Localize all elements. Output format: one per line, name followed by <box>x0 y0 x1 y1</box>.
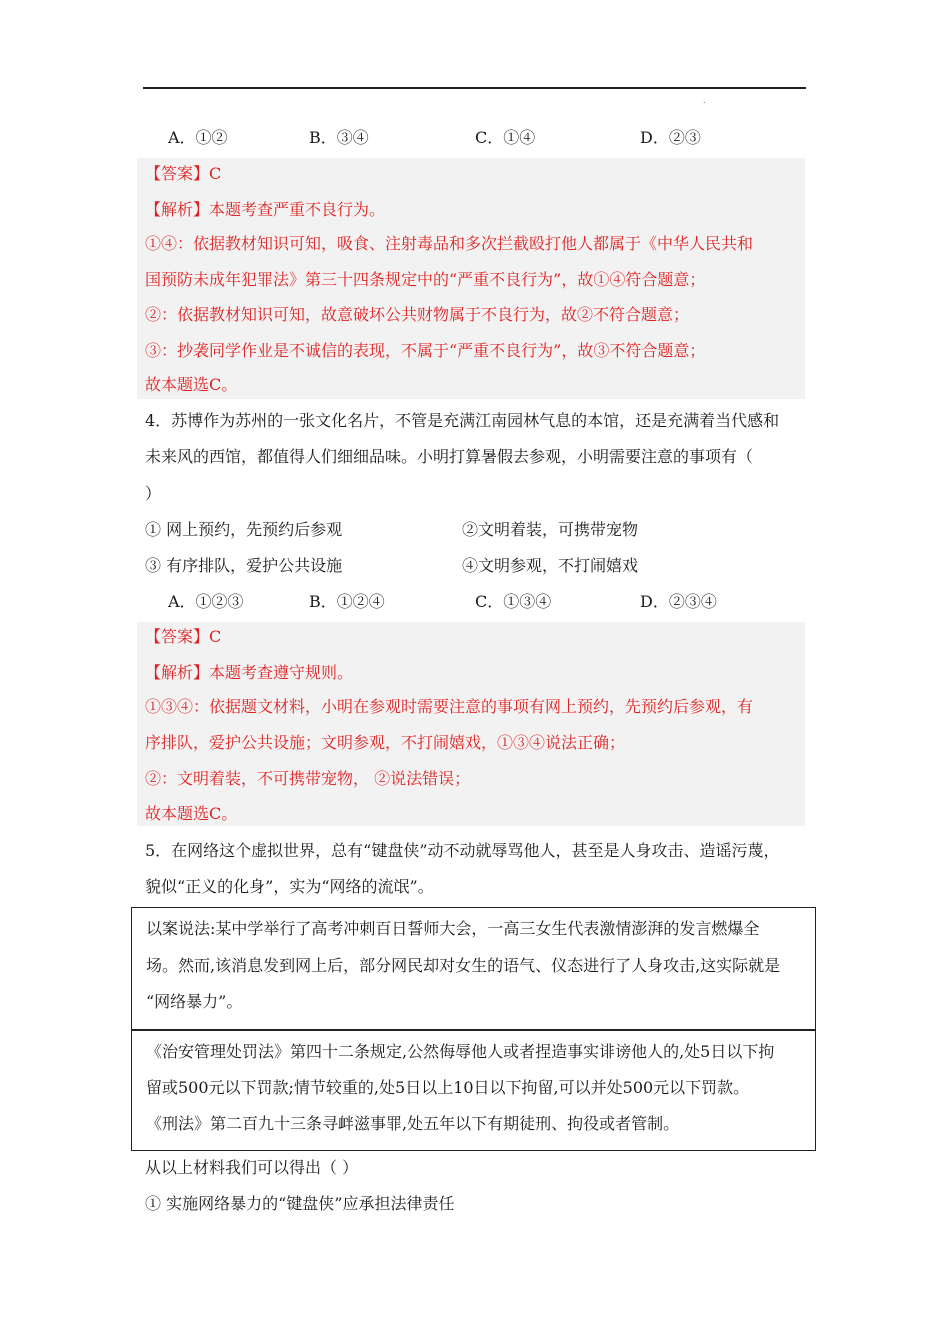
q3-answer-box <box>137 158 805 399</box>
q3-conclusion: 故本题选C。 <box>145 375 238 394</box>
material-case-line: “网络暴力”。 <box>146 992 243 1011</box>
q4-statement-4: ④文明参观，不打闹嬉戏 <box>462 556 639 575</box>
material-law-line: 《治安管理处罚法》第四十二条规定,公然侮辱他人或者捏造事实诽谤他人的,处5日以下拘 <box>146 1042 775 1061</box>
q5-question-line: 从以上材料我们可以得出（ ） <box>145 1158 359 1177</box>
q3-option-a: A．①② <box>168 128 228 147</box>
q4-statement-2: ②文明着装，可携带宠物 <box>462 520 639 539</box>
q5-material-table <box>131 907 816 1151</box>
q4-analysis-line: ①③④：依据题文材料，小明在参观时需要注意的事项有网上预约，先预约后参观，有 <box>145 697 754 716</box>
q4-stem-line: ） <box>145 484 162 503</box>
q4-answer: 【答案】C <box>145 627 222 646</box>
material-law-line: 《刑法》第二百九十三条寻衅滋事罪,处五年以下有期徒刑、拘役或者管制。 <box>146 1114 680 1133</box>
q3-option-c: C．①④ <box>475 128 536 147</box>
q4-option-d: D．②③④ <box>640 592 717 611</box>
q4-analysis-line: 序排队，爱护公共设施；文明参观，不打闹嬉戏，①③④说法正确； <box>145 733 626 752</box>
q5-stem-line: 貌似“正义的化身”，实为“网络的流氓”。 <box>145 877 434 896</box>
q3-option-d: D．②③ <box>640 128 701 147</box>
q4-stem-line: 4．苏博作为苏州的一张文化名片，不管是充满江南园林气息的本馆，还是充满着当代感和 <box>145 411 780 430</box>
header-rule <box>143 87 806 89</box>
q4-statement-3: ③ 有序排队，爱护公共设施 <box>145 556 343 575</box>
q3-analysis-line: ①④：依据教材知识可知，吸食、注射毒品和多次拦截殴打他人都属于《中华人民共和 <box>145 234 754 253</box>
q4-option-b: B．①②④ <box>309 592 385 611</box>
q4-option-a: A．①②③ <box>168 592 244 611</box>
q3-analysis-line: 国预防未成年犯罪法》第三十四条规定中的“严重不良行为”，故①④符合题意； <box>145 270 706 289</box>
q4-analysis-line: ②：文明着装，不可携带宠物， ②说法错误； <box>145 769 471 788</box>
material-case-line: 以案说法:某中学举行了高考冲刺百日誓师大会，一高三女生代表激情澎湃的发言燃爆全 <box>146 919 760 938</box>
q3-analysis-title: 【解析】本题考查严重不良行为。 <box>145 200 386 219</box>
q4-conclusion: 故本题选C。 <box>145 804 238 823</box>
material-case-line: 场。然而,该消息发到网上后，部分网民却对女生的语气、仪态进行了人身攻击,这实际就是 <box>146 956 781 975</box>
q3-analysis-line: ②：依据教材知识可知，故意破坏公共财物属于不良行为，故②不符合题意； <box>145 305 690 324</box>
q4-analysis-title: 【解析】本题考查遵守规则。 <box>145 663 354 682</box>
q4-option-c: C．①③④ <box>475 592 552 611</box>
material-law-line: 留或500元以下罚款;情节较重的,处5日以上10日以下拘留,可以并处500元以下罚款。 <box>146 1078 750 1097</box>
q5-stem-line: 5．在网络这个虚拟世界，总有“键盘侠”动不动就辱骂他人，甚至是人身攻击、造谣污蔑， <box>145 841 780 860</box>
q4-stem-line: 未来风的西馆，都值得人们细细品味。小明打算暑假去参观，小明需要注意的事项有（ <box>145 447 754 466</box>
q5-statement-1: ① 实施网络暴力的“键盘侠”应承担法律责任 <box>145 1194 455 1213</box>
q3-option-b: B．③④ <box>309 128 369 147</box>
table-divider <box>132 1029 815 1031</box>
q3-answer: 【答案】C <box>145 164 222 183</box>
header-dot: . <box>703 96 706 105</box>
q4-answer-box <box>137 622 805 826</box>
q4-statement-1: ① 网上预约，先预约后参观 <box>145 520 343 539</box>
q3-analysis-line: ③：抄袭同学作业是不诚信的表现，不属于“严重不良行为”，故③不符合题意； <box>145 341 706 360</box>
